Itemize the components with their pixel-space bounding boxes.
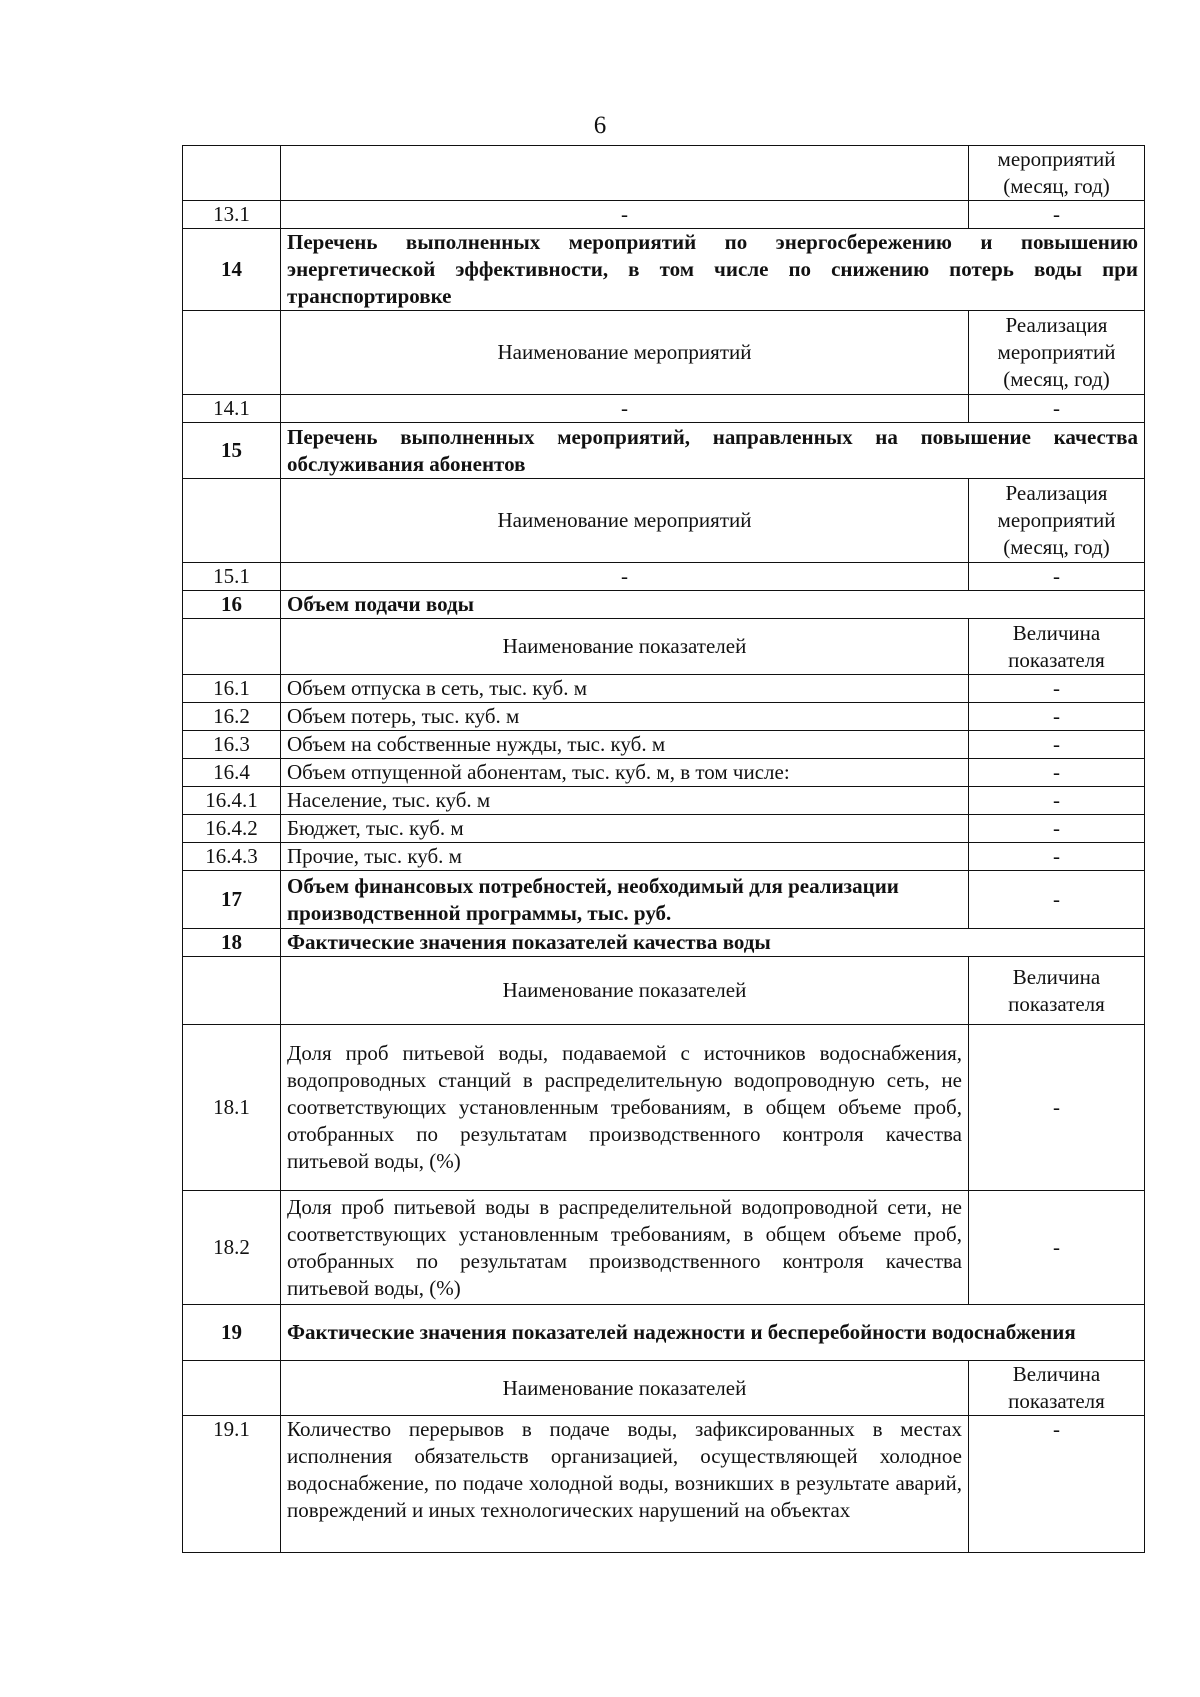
column-header-value: Реализация мероприятий (месяц, год): [969, 311, 1145, 395]
row-number: 16.4: [183, 759, 281, 787]
table-row: [183, 201, 1145, 229]
column-header-name: Наименование мероприятий: [281, 311, 969, 395]
section-title: Фактические значения показателей качества воды: [281, 929, 1145, 957]
row-number: 13.1: [183, 201, 281, 229]
section-number: 18: [183, 929, 281, 957]
column-header-name: Наименование показателей: [281, 619, 969, 675]
row-number: [183, 619, 281, 675]
indicator-name: Количество перерывов в подаче воды, зафиксированных в местах исполнения обязательств организацией, осуществляющей холодное водоснабжение, по подаче холодной воды, возникших в результате аварий, повреждений и иных технологических нарушений на объектах: [281, 1416, 969, 1553]
column-header-name: Наименование показателей: [281, 957, 969, 1025]
header-row: [183, 957, 1145, 1025]
row-number: 16.3: [183, 731, 281, 759]
row-number: 16.4.2: [183, 815, 281, 843]
section-row: [183, 423, 1145, 479]
header-row: [183, 479, 1145, 563]
indicator-name: -: [281, 563, 969, 591]
row-number: 16.4.3: [183, 843, 281, 871]
indicator-name: [281, 146, 969, 201]
header-value: мероприятий (месяц, год): [969, 146, 1145, 201]
table-row: [183, 843, 1145, 871]
column-header-value: Величина показателя: [969, 619, 1145, 675]
row-number: [183, 311, 281, 395]
row-number: [183, 146, 281, 201]
row-number: 14.1: [183, 395, 281, 423]
indicator-value: -: [969, 1191, 1145, 1305]
table-row: [183, 395, 1145, 423]
header-row: [183, 619, 1145, 675]
indicator-value: -: [969, 759, 1145, 787]
row-number: 15.1: [183, 563, 281, 591]
row-number: 18.2: [183, 1191, 281, 1305]
table-row: [183, 731, 1145, 759]
indicator-value: -: [969, 563, 1145, 591]
indicator-name: Объем потерь, тыс. куб. м: [281, 703, 969, 731]
indicator-name: Бюджет, тыс. куб. м: [281, 815, 969, 843]
table-row: [183, 815, 1145, 843]
section-number: 14: [183, 229, 281, 311]
table-row: [183, 703, 1145, 731]
row-number: 16.1: [183, 675, 281, 703]
indicator-value: -: [969, 201, 1145, 229]
indicator-name: -: [281, 395, 969, 423]
header-row: [183, 311, 1145, 395]
section-row: [183, 929, 1145, 957]
section-title: Объем финансовых потребностей, необходимый для реализации производственной программы, тыс. руб.: [281, 871, 969, 929]
indicator-value: -: [969, 395, 1145, 423]
column-header-value: Величина показателя: [969, 957, 1145, 1025]
table-row: [183, 563, 1145, 591]
indicator-name: Объем на собственные нужды, тыс. куб. м: [281, 731, 969, 759]
indicator-value: -: [969, 871, 1145, 929]
row-number: [183, 479, 281, 563]
table-row: [183, 787, 1145, 815]
indicator-value: -: [969, 731, 1145, 759]
table-row: [183, 759, 1145, 787]
indicator-name: Объем отпуска в сеть, тыс. куб. м: [281, 675, 969, 703]
indicator-value: -: [969, 815, 1145, 843]
section-title: Перечень выполненных мероприятий по энергосбережению и повышению энергетической эффективности, в том числе по снижению потерь воды при транспортировке: [281, 229, 1145, 311]
section-row: [183, 871, 1145, 929]
row-number: [183, 1361, 281, 1416]
indicator-value: -: [969, 787, 1145, 815]
indicator-name: Доля проб питьевой воды в распределительной водопроводной сети, не соответствующих установленным требованиям, в общем объеме проб, отобранных по результатам производственного контроля качества питьевой воды, (%): [281, 1191, 969, 1305]
column-header-value: Величина показателя: [969, 1361, 1145, 1416]
table-row: [183, 146, 1145, 201]
column-header-name: Наименование мероприятий: [281, 479, 969, 563]
section-number: 16: [183, 591, 281, 619]
column-header-name: Наименование показателей: [281, 1361, 969, 1416]
report-table: [182, 145, 1145, 1553]
indicator-name: Доля проб питьевой воды, подаваемой с источников водоснабжения, водопроводных станций в распределительную водопроводную сеть, не соответствующих установленным требованиям, в общем объеме проб, отобранных по результатам производственного контроля качества питьевой воды, (%): [281, 1025, 969, 1191]
indicator-value: -: [969, 703, 1145, 731]
section-row: [183, 591, 1145, 619]
section-number: 19: [183, 1305, 281, 1361]
table-row: [183, 1025, 1145, 1191]
section-number: 15: [183, 423, 281, 479]
section-row: [183, 229, 1145, 311]
indicator-name: -: [281, 201, 969, 229]
section-row: [183, 1305, 1145, 1361]
section-title: Фактические значения показателей надежности и бесперебойности водоснабжения: [281, 1305, 1145, 1361]
table-row: [183, 675, 1145, 703]
page-number: 6: [593, 112, 607, 139]
row-number: 16.2: [183, 703, 281, 731]
indicator-value: -: [969, 1025, 1145, 1191]
header-row: [183, 1361, 1145, 1416]
row-number: 16.4.1: [183, 787, 281, 815]
row-number: 19.1: [183, 1416, 281, 1553]
row-number: [183, 957, 281, 1025]
indicator-value: -: [969, 1416, 1145, 1553]
column-header-value: Реализация мероприятий (месяц, год): [969, 479, 1145, 563]
indicator-name: Объем отпущенной абонентам, тыс. куб. м, в том числе:: [281, 759, 969, 787]
indicator-name: Население, тыс. куб. м: [281, 787, 969, 815]
section-title: Объем подачи воды: [281, 591, 1145, 619]
indicator-name: Прочие, тыс. куб. м: [281, 843, 969, 871]
section-title: Перечень выполненных мероприятий, направленных на повышение качества обслуживания абонентов: [281, 423, 1145, 479]
row-number: 18.1: [183, 1025, 281, 1191]
section-number: 17: [183, 871, 281, 929]
table-row: [183, 1191, 1145, 1305]
table-row: [183, 1416, 1145, 1553]
indicator-value: -: [969, 843, 1145, 871]
indicator-value: -: [969, 675, 1145, 703]
